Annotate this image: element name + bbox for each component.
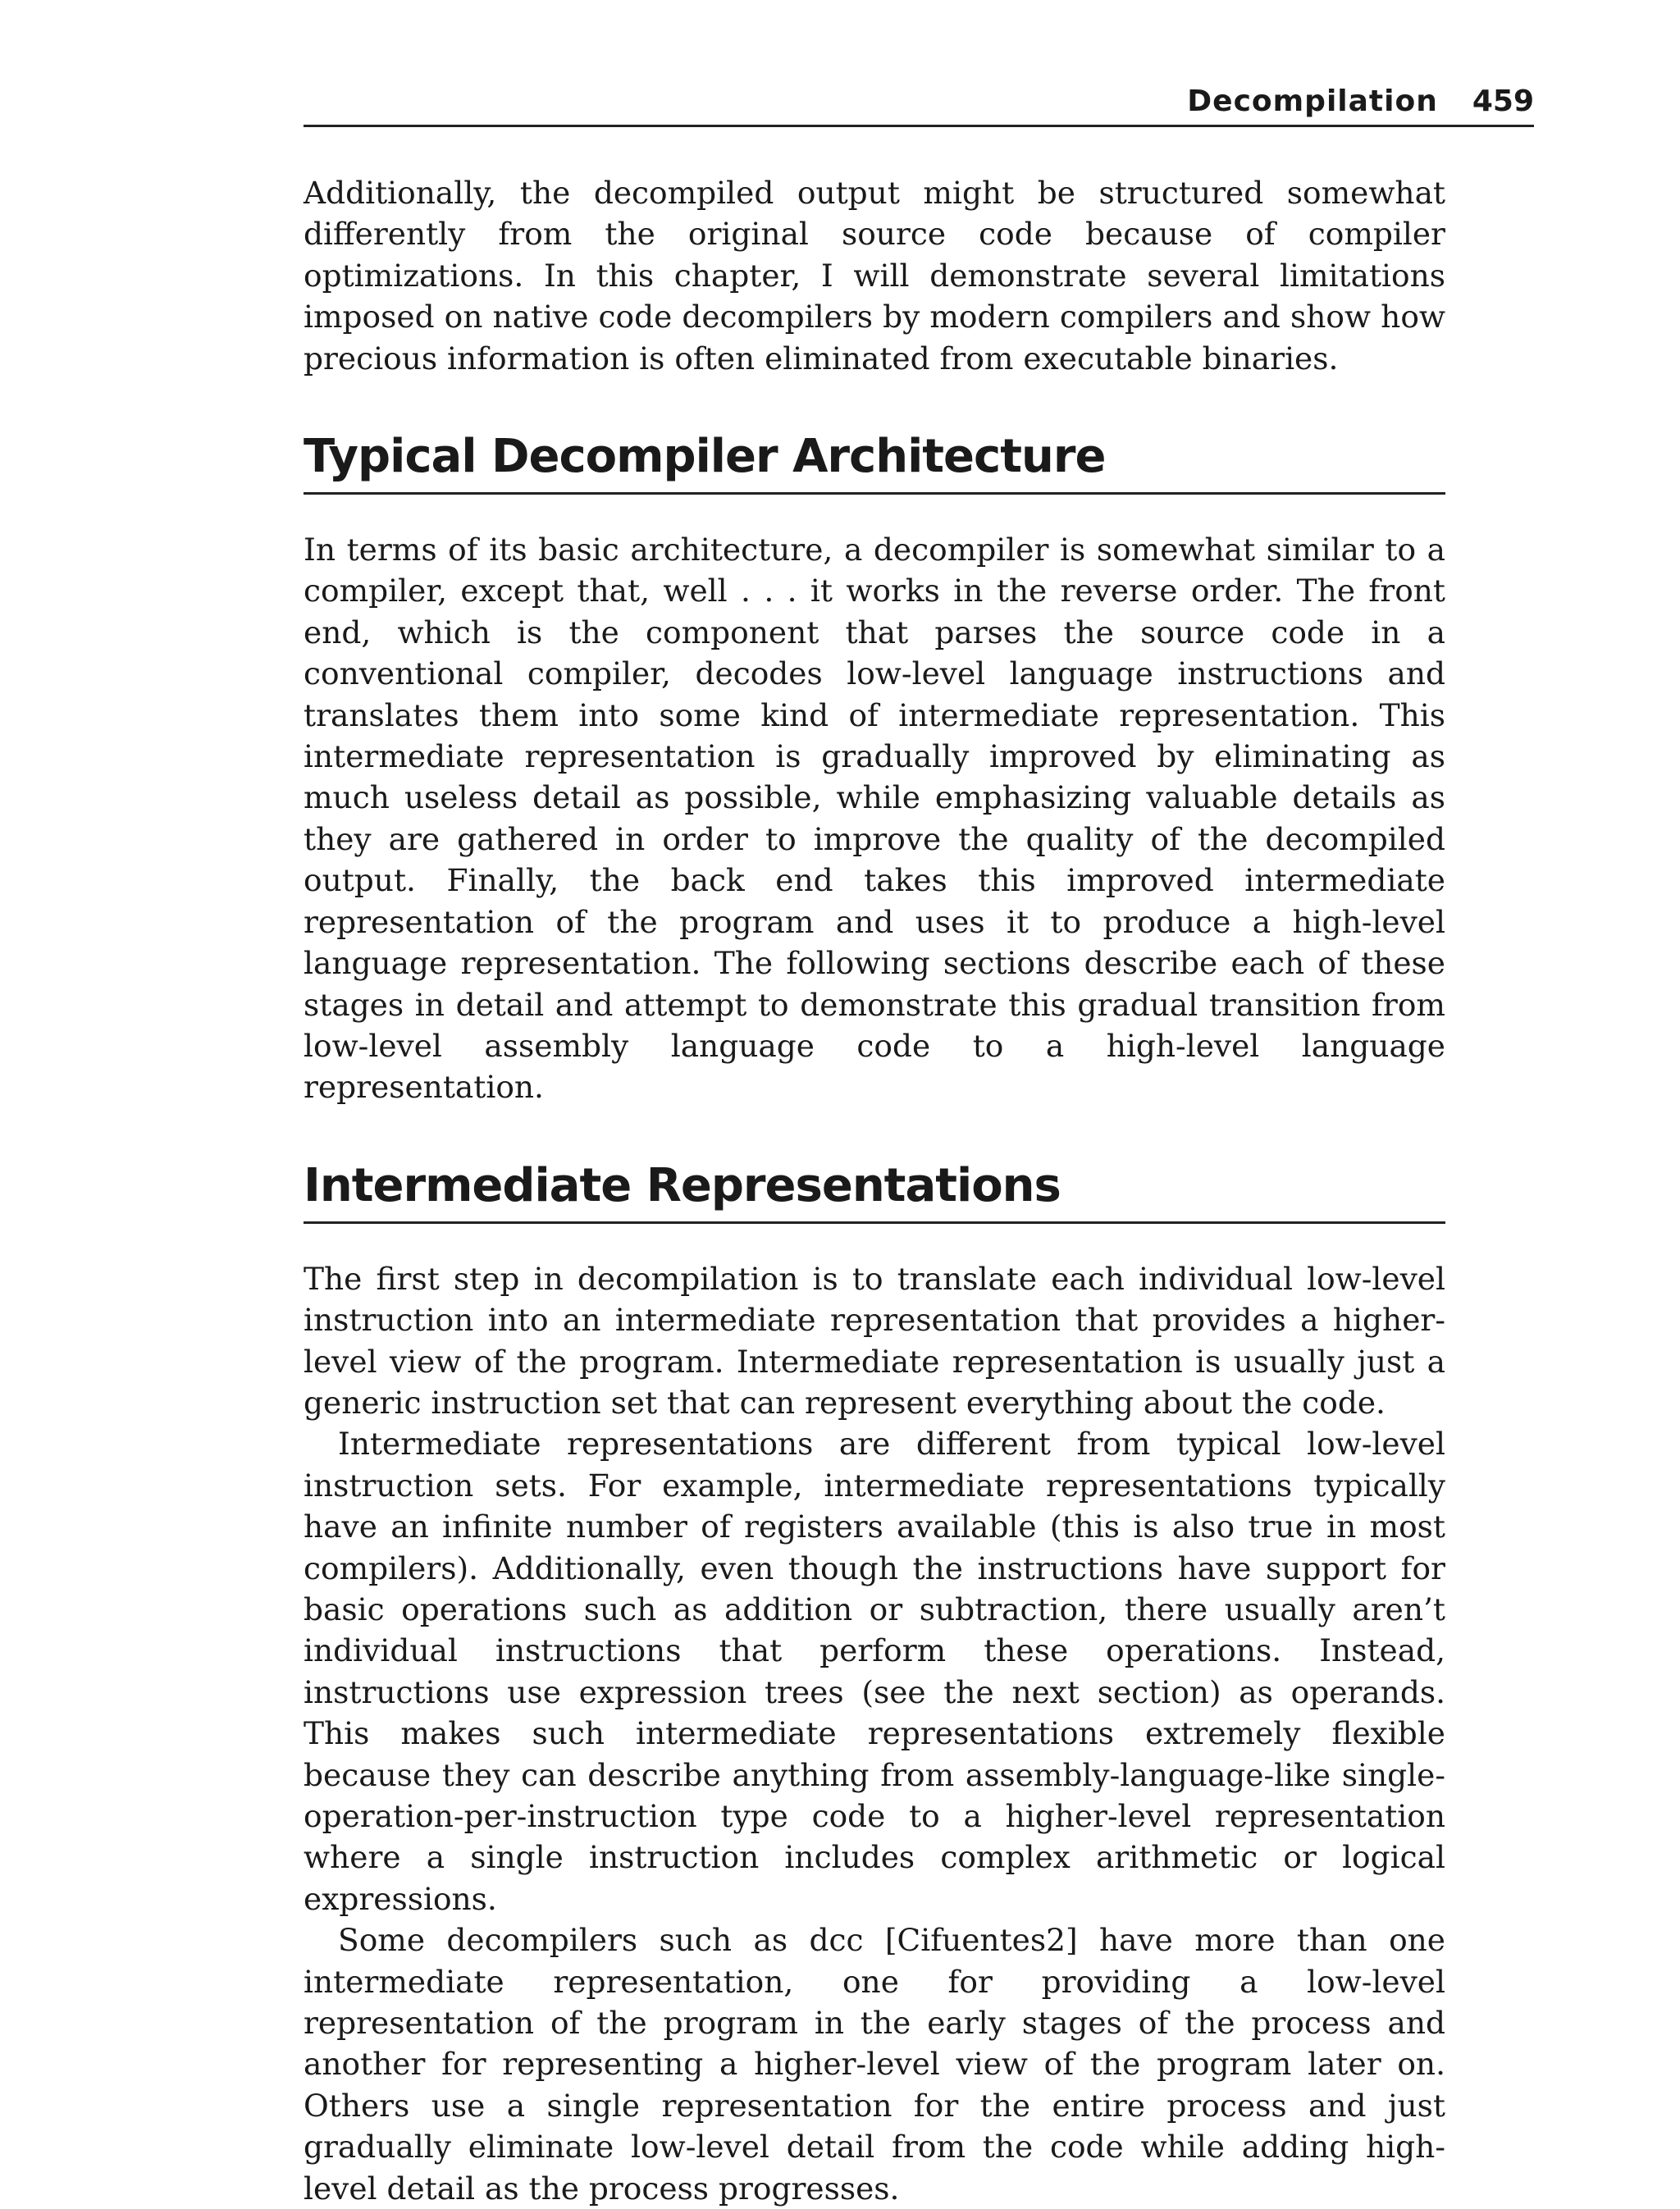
section-heading-intermediate-representations: Intermediate Representations xyxy=(304,1157,1445,1224)
page-number: 459 xyxy=(1472,84,1534,118)
section-heading-typical-decompiler-architecture: Typical Decompiler Architecture xyxy=(304,428,1445,495)
page-content xyxy=(304,172,1445,2209)
chapter-title: Decompilation xyxy=(1187,84,1438,118)
running-header xyxy=(304,79,1534,127)
ir-paragraph-3: Some decompilers such as dcc [Cifuentes2] have more than one intermediate representation, one for providing a low-level representation of the program in the early stages of the process and another for representing a higher-level view of the program later on. Others use a single representation for the entire process and just gradually eliminate low-level detail from the code while adding high-level detail as the process progresses. xyxy=(304,1922,1445,2207)
ir-paragraph-2: Intermediate representations are different from typical low-level instruction sets. For example, intermediate representations typically have an infinite number of registers available (this is also true in most compilers). Additionally, even though the instructions have support for basic operations such as addition or subtraction, there usually aren’t individual instructions that perform these operations. Instead, instructions use expression trees (see the next section) as operands. This makes such intermediate representations extremely flexible because they can describe anything from assembly-language-like single-operation-per-instruction type code to a higher-level representation where a single instruction includes complex arithmetic or logical expressions. xyxy=(304,1426,1445,1917)
architecture-paragraph: In terms of its basic architecture, a decompiler is somewhat similar to a compiler, except that, well . . . it works in the reverse order. The front end, which is the component that parses the source code in a conventional compiler, decodes low-level language instructions and translates them into some kind of intermediate representation. This intermediate representation is gradually improved by eliminating as much useless detail as possible, while emphasizing valuable details as they are gathered in order to improve the quality of the decompiled output. Finally, the back end takes this improved intermediate representation of the program and uses it to produce a high-level language representation. The following sections describe each of these stages in detail and attempt to demonstrate this gradual transition from low-level assembly language code to a high-level language representation. xyxy=(304,532,1445,1106)
intro-paragraph: Additionally, the decompiled output might be structured somewhat differently from the original source code because of compiler optimizations. In this chapter, I will demonstrate several limitations imposed on native code decompilers by modern compilers and show how precious information is often eliminated from executable binaries. xyxy=(304,175,1445,377)
ir-paragraph-1: The first step in decompilation is to translate each individual low-level instruction into an intermediate representation that provides a higher-level view of the program. Intermediate representation is usually just a generic instruction set that can represent everything about the code. xyxy=(304,1260,1445,1421)
